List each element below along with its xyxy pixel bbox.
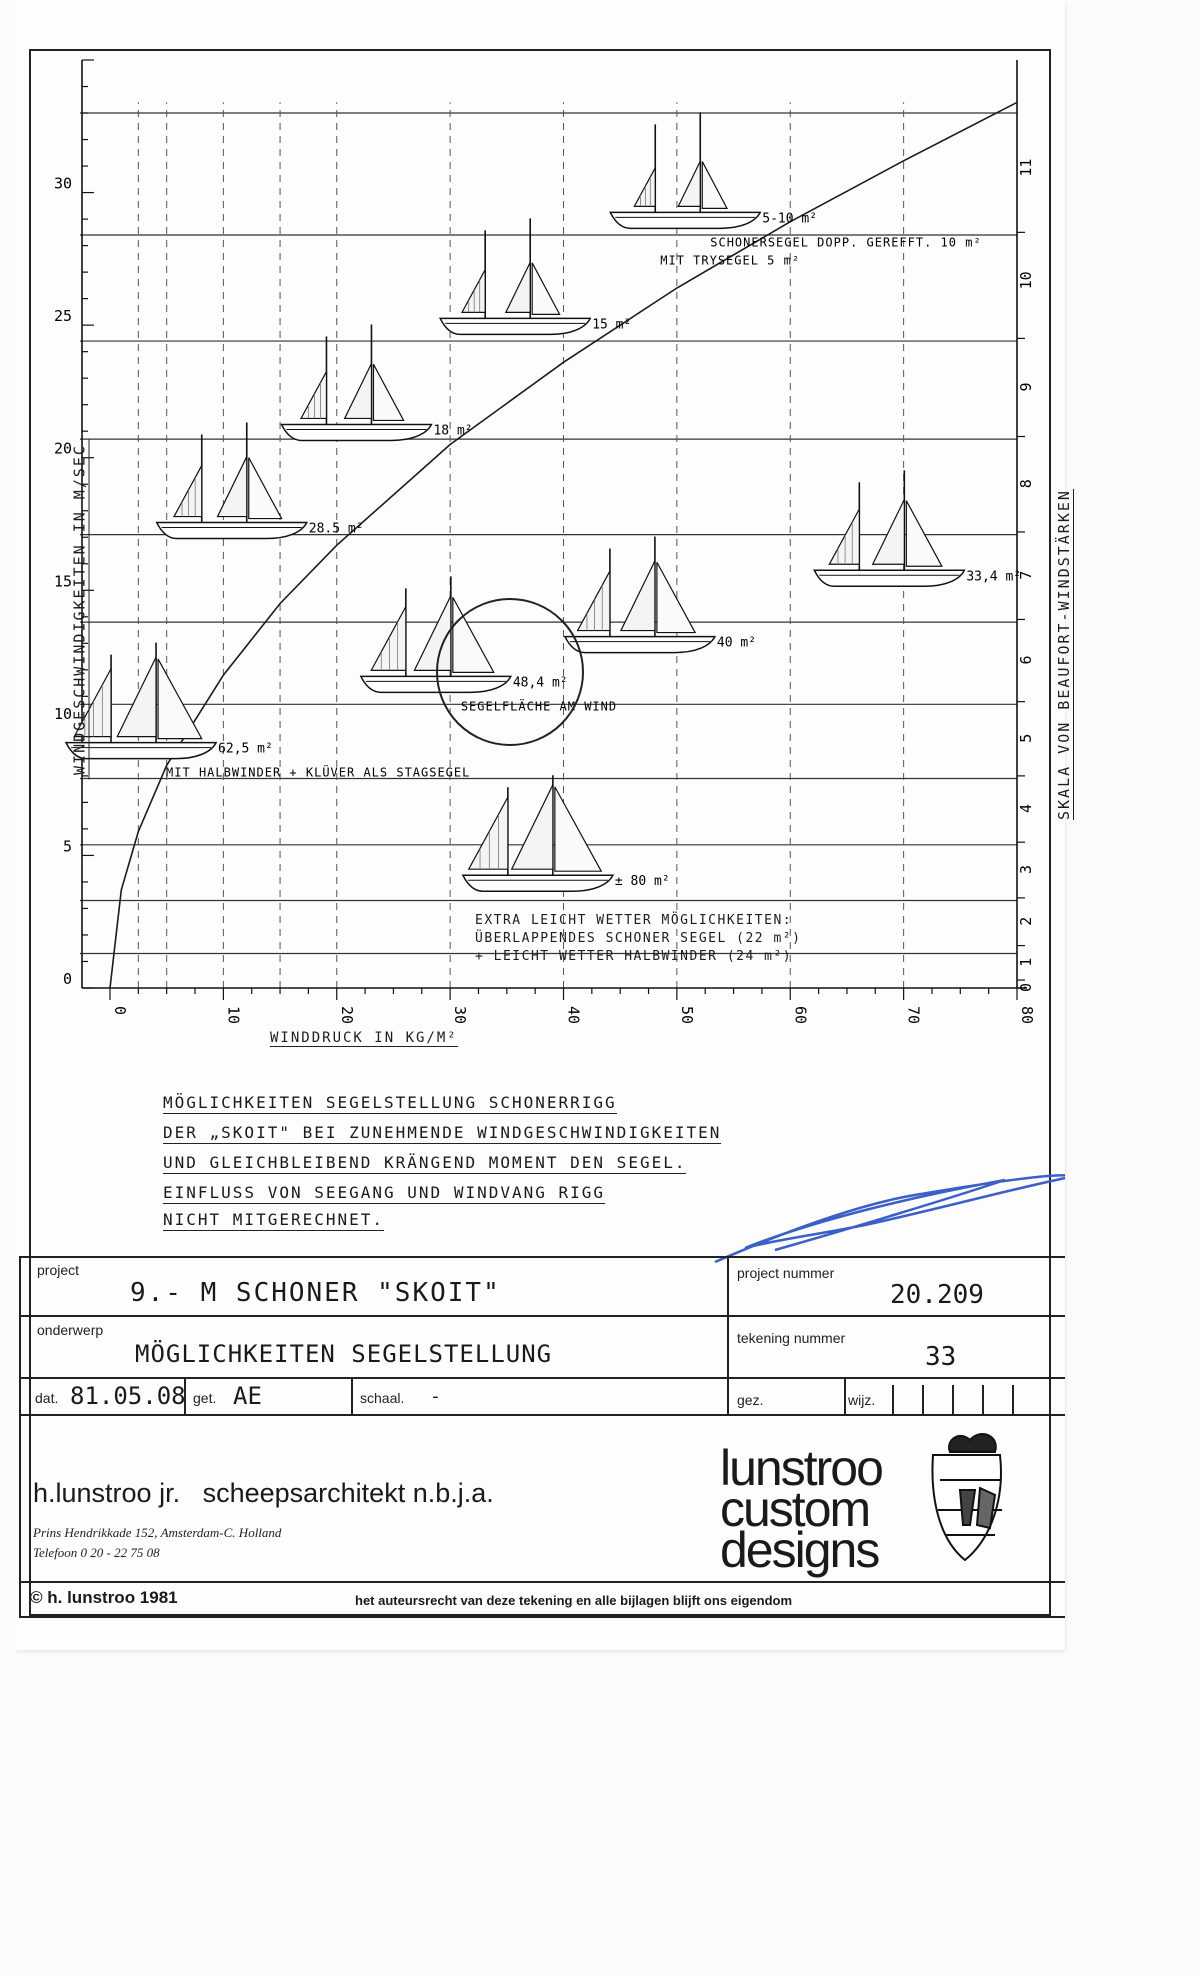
project-number-label: project nummer (737, 1265, 835, 1281)
y2-tick-label: 11 (1017, 158, 1035, 177)
sail-config-note: SCHONERSEGEL DOPP. GEREFFT. 10 m² (710, 235, 982, 250)
x-tick-label: 40 (564, 1006, 583, 1025)
office-phone: Telefoon 0 20 - 22 75 08 (33, 1545, 160, 1560)
note-line: DER „SKOIT" BEI ZUNEHMENDE WINDGESCHWINDIGKEITEN (163, 1123, 722, 1142)
light-weather-note-line: EXTRA LEICHT WETTER MÖGLICHKEITEN: (475, 913, 793, 928)
subject-label: onderwerp (37, 1322, 104, 1338)
y-tick-label: 15 (53, 572, 72, 591)
sail-area-label: 40 m² (716, 635, 757, 651)
y2-tick-label: 10 (1017, 271, 1035, 290)
y2-tick-label: 1 (1017, 957, 1035, 967)
sail-area-label: 15 m² (592, 317, 632, 333)
y2-tick-label: 7 (1017, 570, 1035, 580)
sail-config-note: MIT TRYSEGEL 5 m² (660, 253, 801, 268)
y2-tick-label: 4 (1017, 803, 1035, 814)
date-value: 81.05.08 (70, 1382, 186, 1410)
subject-value: MÖGLICHKEITEN SEGELSTELLUNG (135, 1340, 553, 1368)
x-tick-label: 60 (791, 1006, 810, 1025)
y2-tick-label: 9 (1017, 382, 1035, 392)
drawn-label: get. (193, 1390, 217, 1406)
beaufort-axis-label: SKALA VON BEAUFORT-WINDSTÄRKEN (1055, 489, 1073, 820)
y2-tick-label: 5 (1017, 733, 1035, 743)
project-number-value: 20.209 (890, 1280, 984, 1310)
x-tick-label: 70 (904, 1006, 923, 1025)
project-label: project (37, 1262, 80, 1278)
sail-area-label: 28.5 m² (308, 521, 364, 537)
x-tick-label: 20 (337, 1006, 356, 1025)
drawn-value: AE (233, 1382, 262, 1410)
ship-logo-icon (932, 1434, 1002, 1560)
sail-area-label: 5-10 m² (762, 211, 818, 227)
copyright (30, 1588, 178, 1608)
copyright-text: h. lunstroo 1981 (47, 1588, 178, 1607)
y-tick-label: 0 (62, 970, 72, 988)
sail-area-label: 18 m² (433, 423, 473, 439)
drawing-number-value: 33 (925, 1342, 957, 1372)
x-tick-label: 80 (1018, 1006, 1036, 1025)
brand-logo-text (720, 1440, 882, 1578)
brand-line: designs (720, 1522, 879, 1578)
date-label: dat. (35, 1390, 59, 1406)
light-weather-note-line: + LEICHT WETTER HALBWINDER (24 m²) (475, 949, 793, 964)
drawing-sheet (15, 0, 1073, 1650)
note-line: MÖGLICHKEITEN SEGELSTELLUNG SCHONERRIGG (163, 1093, 617, 1112)
y2-tick-label: 3 (1017, 864, 1035, 875)
brand-line: custom (720, 1481, 870, 1537)
y-tick-label: 30 (53, 174, 72, 193)
sail-area-label: 62,5 m² (218, 741, 273, 757)
x-tick-label: 10 (224, 1006, 243, 1025)
project-value: 9.- M SCHONER "SKOIT" (130, 1278, 501, 1308)
x-tick-label: 30 (451, 1006, 470, 1025)
note-line: UND GLEICHBLEIBEND KRÄNGEND MOMENT DEN SEGEL. (163, 1153, 687, 1172)
office-name-text: h.lunstroo jr. (33, 1478, 181, 1508)
copyright-symbol: © (30, 1588, 48, 1607)
x-tick-label: 0 (111, 1006, 129, 1016)
sail-area-label: 48,4 m² (512, 675, 568, 691)
x-tick-label: 50 (677, 1006, 696, 1025)
y-tick-label: 10 (53, 704, 72, 723)
y-tick-label: 25 (53, 307, 72, 326)
sail-config-note: SEGELFLÄCHE AM WIND (460, 699, 618, 714)
checked-label: gez. (737, 1392, 764, 1408)
sail-area-label: ± 80 m² (614, 874, 670, 890)
office-address: Prins Hendrikkade 152, Amsterdam-C. Holland (33, 1525, 282, 1540)
y-tick-label: 20 (53, 439, 72, 458)
y2-tick-label: 0 (1017, 982, 1035, 992)
y2-tick-label: 8 (1017, 479, 1035, 489)
y2-tick-label: 2 (1017, 916, 1035, 926)
sail-area-label: 33,4 m² (966, 569, 1022, 585)
office-name (33, 1478, 494, 1509)
light-weather-note-line: ÜBERLAPPENDES SCHONER SEGEL (22 m²) (475, 931, 802, 946)
y-axis-label: WINDGESCHWINDIGKEITEN IN M/SEC (71, 440, 90, 780)
note-line: NICHT MITGERECHNET. (163, 1210, 385, 1229)
office-title-text: scheepsarchitekt n.b.j.a. (202, 1478, 494, 1508)
y-tick-label: 5 (62, 837, 72, 856)
copyright-notice: het auteursrecht van deze tekening en alle bijlagen blijft ons eigendom (355, 1593, 793, 1608)
y2-tick-label: 6 (1017, 655, 1035, 665)
sail-config-note: MIT HALBWINDER + KLÜVER ALS STAGSEGEL (166, 765, 471, 780)
drawing-number-label: tekening nummer (737, 1330, 846, 1346)
brand-line: lunstroo (720, 1440, 882, 1496)
note-line: EINFLUSS VON SEEGANG UND WINDVANG RIGG (163, 1183, 606, 1202)
x-axis-label: WINDDRUCK IN KG/M² (270, 1030, 458, 1046)
scale-label: schaal. (360, 1390, 405, 1406)
revision-label: wijz. (848, 1392, 876, 1408)
scale-value: - (430, 1386, 441, 1407)
